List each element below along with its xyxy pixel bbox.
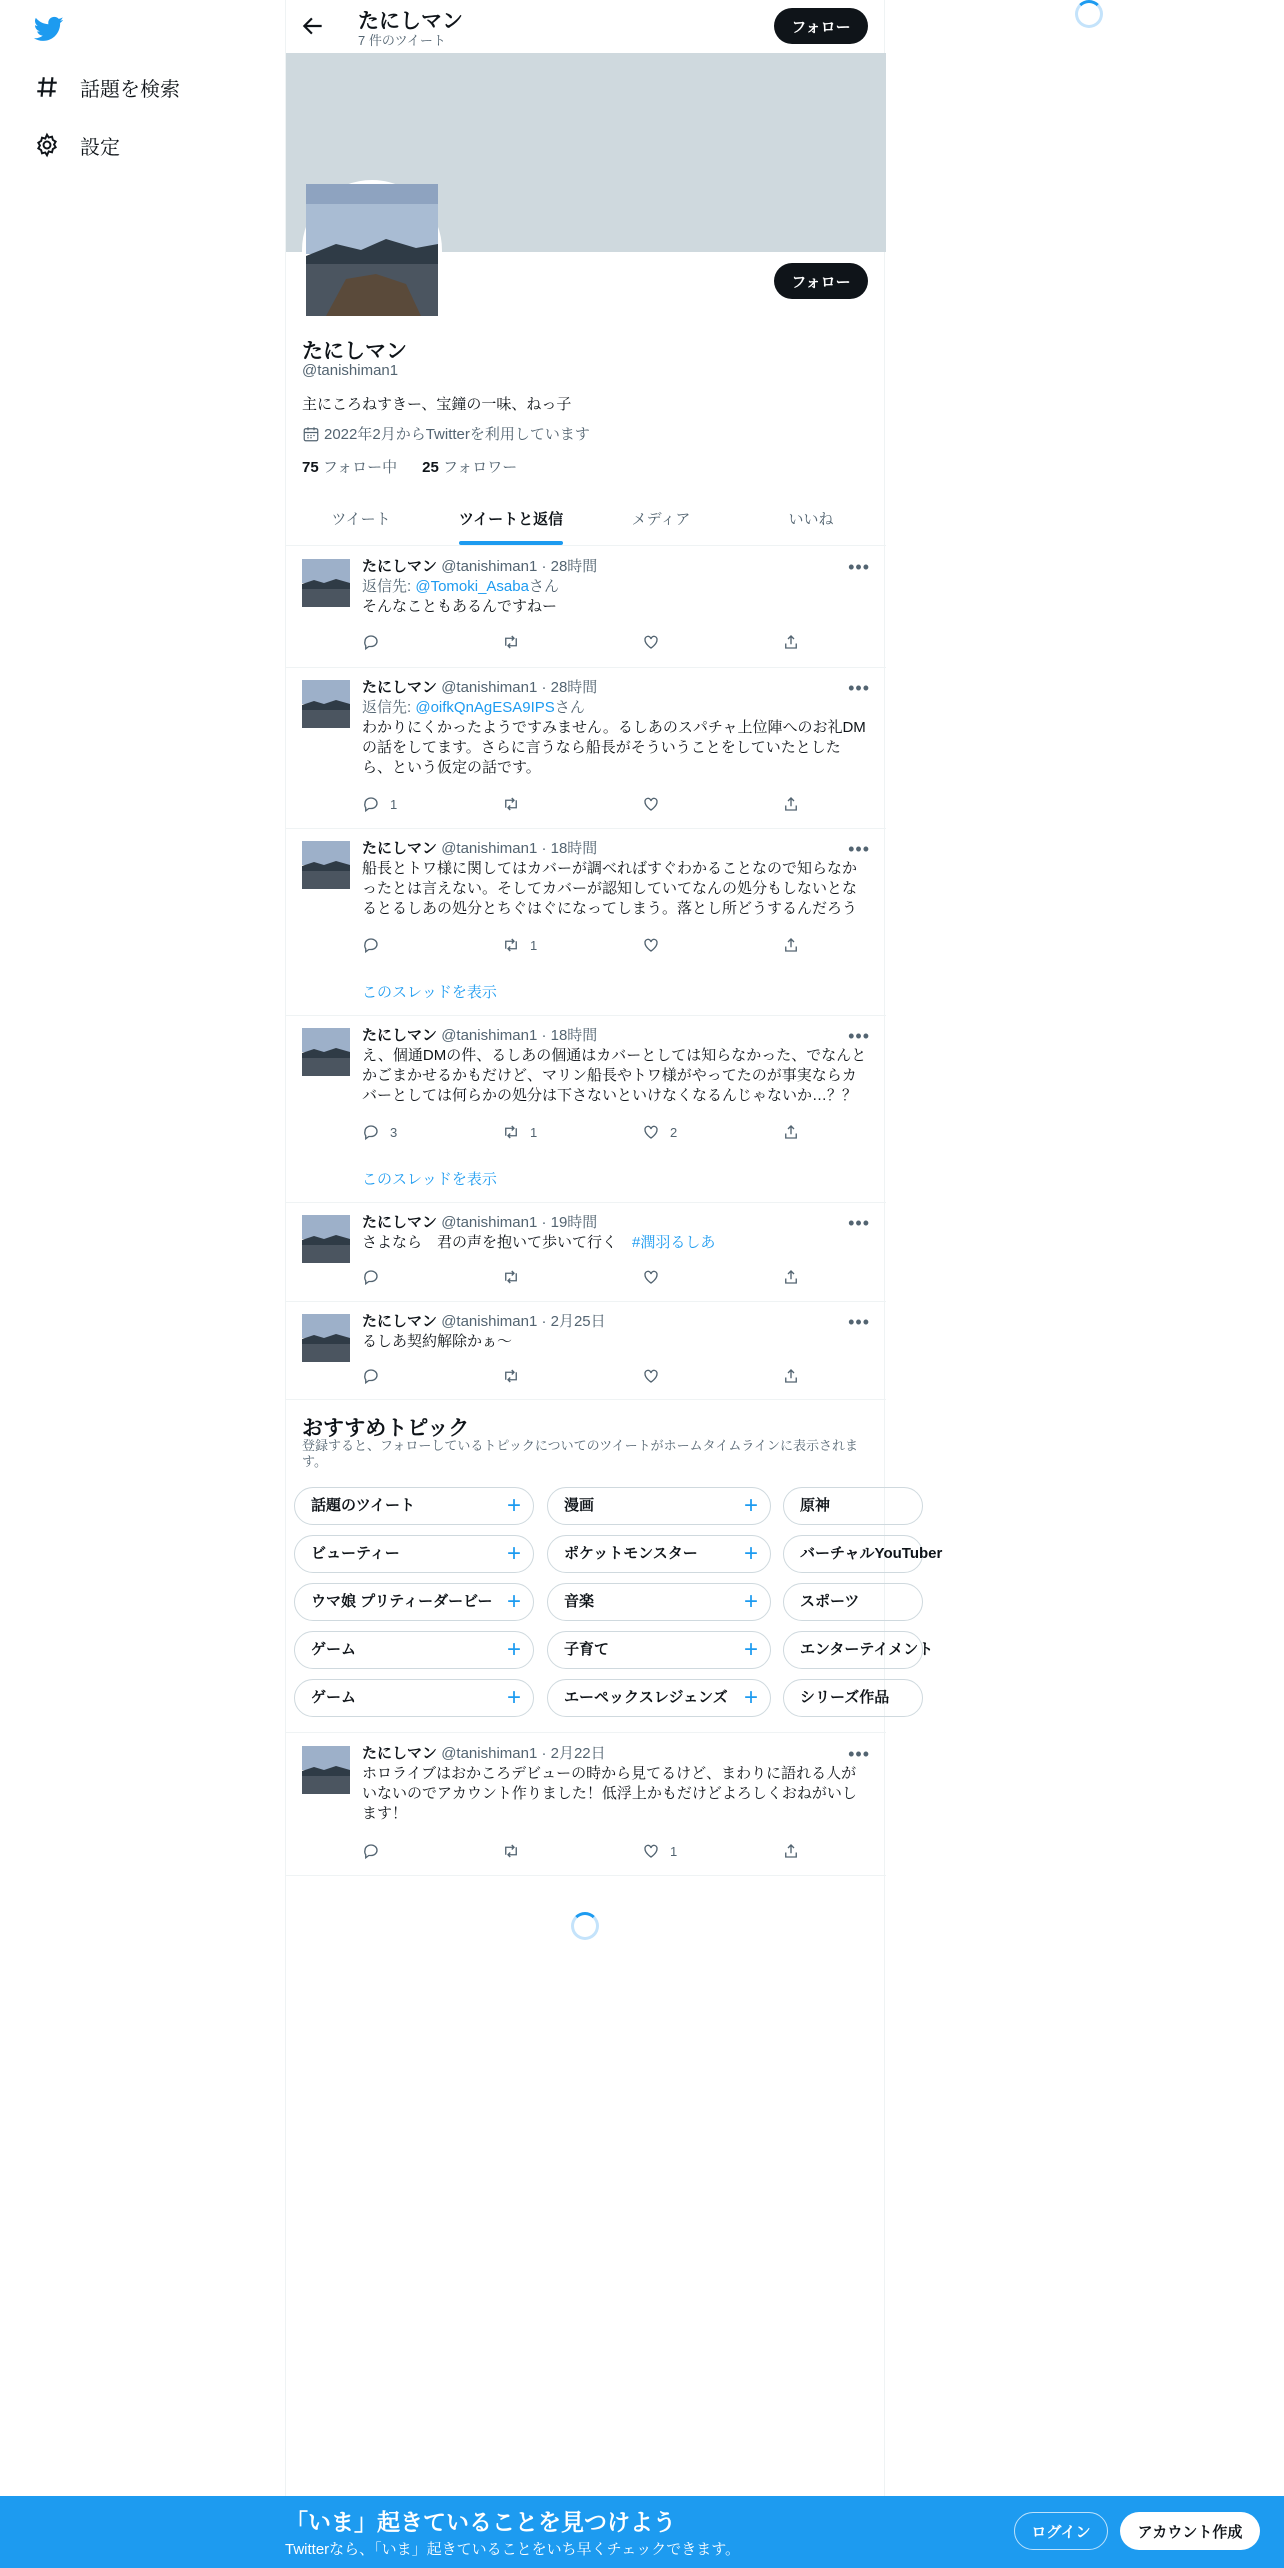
topic-pill[interactable] [547,1535,771,1573]
signup-button[interactable]: アカウント作成 [1120,2512,1260,2550]
share-icon [782,633,800,651]
topic-pill[interactable] [783,1583,923,1621]
topic-pill[interactable] [783,1631,934,1669]
header-title: たにしマン [358,10,463,33]
reply-button[interactable] [362,1367,472,1385]
reply-count: 1 [390,796,398,812]
share-button[interactable] [782,1367,802,1385]
topic-pill[interactable] [547,1487,771,1525]
tweet-text: 船長とトワ様に関してはカバーが調べればすぐわかることなので知らなかったとは言えない。そしてカバーが認知していてなんの処分もしないとなるとるしあの処分とちぐはぐになってしまう。落とし所どうするんだろう [362,860,858,917]
profile-handle: @tanishiman1 [302,362,399,379]
reply-icon [362,1367,380,1385]
topic-pill[interactable] [783,1487,923,1525]
reply-icon [362,795,380,813]
loading-spinner [1075,0,1103,28]
topic-pill[interactable] [547,1679,771,1717]
share-button[interactable] [782,1842,802,1860]
retweet-button[interactable] [502,1268,612,1286]
topic-pill[interactable] [294,1535,534,1573]
tweet-avatar[interactable] [302,1314,350,1362]
retweet-icon [502,795,520,813]
reply-prefix: 返信先: [362,578,416,595]
tweet-meta: @tanishiman1 · 28時間 [441,558,598,575]
topic-label: ゲーム [311,1641,357,1658]
hashtag-icon [34,74,60,100]
tweet-actions [362,936,802,954]
profile-column [285,0,943,2496]
like-button[interactable] [642,1842,752,1860]
like-button[interactable] [642,1268,752,1286]
topic-pill[interactable] [783,1679,923,1717]
reply-to-link[interactable]: @oifkQnAgESA9IPS [415,699,555,716]
profile-bio: 主にころねすきー、宝鐘の一味、ねっ子 [302,396,572,413]
retweet-button[interactable] [502,1367,612,1385]
show-thread-link[interactable]: このスレッドを表示 [362,1171,497,1188]
tab-media[interactable]: メディア [631,511,691,528]
plus-icon[interactable]: + [743,1684,758,1711]
reply-icon [362,1842,380,1860]
tweet-text: わかりにくかったようですみません。るしあのスパチャ上位陣へのお礼DMの話をしてます。さらに言うなら船長がそういうことをしていたとしたら、という仮定の話です。 [362,719,866,776]
tweet-text: さよなら 君の声を抱いて歩いて行く [362,1234,633,1251]
topic-pill[interactable] [294,1631,534,1669]
tweet-author[interactable]: たにしマン [362,1745,438,1762]
following-count: 75 [302,459,319,476]
topic-pill[interactable] [294,1679,534,1717]
reply-button[interactable] [362,1842,472,1860]
nav-explore-label: 話題を検索 [80,78,180,101]
tweet-text: るしあ契約解除かぁ〜 [362,1333,513,1350]
topic-pill[interactable] [294,1487,534,1525]
share-icon [782,1367,800,1385]
nav-settings-label: 設定 [80,136,120,159]
tweet[interactable] [286,1016,886,1203]
topic-label: ウマ娘 プリティーダービー [311,1593,493,1610]
retweet-icon [502,1842,520,1860]
topic-label: 話題のツイート [311,1497,415,1514]
plus-icon[interactable]: + [506,1492,521,1519]
tweet-avatar[interactable] [302,1215,350,1263]
more-icon[interactable]: ••• [848,1026,870,1046]
share-button[interactable] [782,1268,802,1286]
reply-button[interactable] [362,795,472,813]
plus-icon[interactable]: + [506,1588,521,1615]
retweet-icon [502,1268,520,1286]
topics-subtitle: 登録すると、フォローしているトピックについてのツイートがホームタイムラインに表示されます。 [302,1438,859,1469]
tweet-actions [362,795,802,813]
tab-likes[interactable]: いいね [788,511,834,528]
reply-to-link[interactable]: @Tomoki_Asaba [415,578,529,595]
retweet-button[interactable] [502,936,612,954]
share-icon [782,1842,800,1860]
tweet-meta: @tanishiman1 · 18時間 [441,840,598,857]
plus-icon[interactable]: + [743,1588,758,1615]
followers-link[interactable] [422,459,517,476]
retweet-count: 1 [530,1124,538,1140]
tweet[interactable] [286,547,886,668]
plus-icon[interactable]: + [506,1636,521,1663]
reply-button[interactable] [362,633,472,651]
plus-icon[interactable]: + [743,1540,758,1567]
retweet-icon [502,936,520,954]
more-icon[interactable]: ••• [848,1213,870,1233]
like-button[interactable] [642,1367,752,1385]
signup-banner [0,2496,1284,2568]
retweet-count: 1 [530,937,538,953]
topic-pill[interactable] [547,1583,771,1621]
like-button[interactable] [642,936,752,954]
more-icon[interactable]: ••• [848,1312,870,1332]
topic-pill[interactable] [547,1631,771,1669]
topics-title: おすすめトピック [302,1417,470,1440]
followers-label: フォロワー [443,459,518,476]
topic-label: スポーツ [800,1593,860,1610]
topic-pill[interactable] [294,1583,534,1621]
retweet-button[interactable] [502,1842,612,1860]
like-button[interactable] [642,1123,752,1141]
show-thread-link[interactable]: このスレッドを表示 [362,984,497,1001]
loading-spinner [571,1912,599,1940]
like-icon [642,1123,660,1141]
plus-icon[interactable]: + [506,1540,521,1567]
twitter-logo-icon[interactable] [32,14,66,44]
follow-stats [302,456,517,477]
topic-label: シリーズ作品 [800,1689,890,1706]
tweet-meta: @tanishiman1 · 19時間 [441,1214,598,1231]
tweet-avatar[interactable] [302,559,350,607]
tweet-author[interactable]: たにしマン [362,679,438,696]
followers-count: 25 [422,459,439,476]
topic-label: ビューティー [311,1545,400,1562]
tweet[interactable] [286,829,886,1016]
more-icon[interactable]: ••• [848,1744,870,1764]
profile-tabs [286,493,886,546]
tweet-avatar[interactable] [302,1028,350,1076]
share-button[interactable] [782,795,802,813]
topic-label: 漫画 [564,1497,595,1514]
share-button[interactable] [782,1123,802,1141]
more-icon[interactable]: ••• [848,557,870,577]
tweet-author[interactable]: たにしマン [362,1313,438,1330]
retweet-button[interactable] [502,633,612,651]
retweet-icon [502,633,520,651]
tweet-text: ホロライブはおかころデビューの時から見てるけど、まわりに語れる人がいないのでアカウント作りました！低浮上かもだけどよろしくおねがいします！ [362,1765,857,1822]
tab-tweets-and-replies[interactable]: ツイートと返信 [436,493,586,545]
plus-icon[interactable]: + [743,1636,758,1663]
tweet[interactable] [286,668,886,829]
tweet-actions [362,1123,802,1141]
reply-button[interactable] [362,1268,472,1286]
tab-tweets[interactable]: ツイート [331,511,391,528]
tweet-count: 7 件のツイート [358,33,446,48]
gear-icon [34,132,60,158]
retweet-icon [502,1123,520,1141]
following-label: フォロー中 [322,459,398,476]
tweet-avatar[interactable] [302,841,350,889]
like-icon [642,633,660,651]
tweet-avatar[interactable] [302,1746,350,1794]
reply-prefix: 返信先: [362,699,416,716]
profile-header [286,0,886,53]
topic-label: ポケットモンスター [564,1545,698,1562]
share-icon [782,1268,800,1286]
nav-explore[interactable] [34,67,180,107]
topic-pill[interactable] [783,1535,943,1573]
recommended-topics [286,1400,943,1733]
tweet-meta: @tanishiman1 · 28時間 [441,679,598,696]
reply-icon [362,633,380,651]
header-follow-button[interactable]: フォロー [774,8,868,44]
tweet-author[interactable]: たにしマン [362,1027,438,1044]
joined-text: 2022年2月からTwitterを利用しています [324,426,590,443]
reply-button[interactable] [362,936,472,954]
tweet[interactable] [286,1203,886,1302]
share-icon [782,1123,800,1141]
reply-icon [362,1268,380,1286]
topic-label: 原神 [800,1497,831,1514]
tweet-meta: @tanishiman1 · 18時間 [441,1027,598,1044]
like-icon [642,1268,660,1286]
tweet[interactable] [286,1302,886,1400]
like-icon [642,1842,660,1860]
profile-avatar[interactable] [302,180,442,320]
like-count: 2 [670,1124,678,1140]
share-icon [782,936,800,954]
like-button[interactable] [642,795,752,813]
more-icon[interactable]: ••• [848,678,870,698]
reply-suffix: さん [528,578,559,595]
tweet-actions [362,1268,802,1286]
banner-title: 「いま」起きていることを見つけよう [285,2509,676,2535]
tweet-actions [362,633,802,651]
topic-label: 音楽 [564,1593,595,1610]
tweet-meta: @tanishiman1 · 2月25日 [441,1313,606,1330]
more-icon[interactable]: ••• [848,839,870,859]
reply-icon [362,1123,380,1141]
retweet-button[interactable] [502,1123,612,1141]
tweet-actions [362,1842,802,1860]
hashtag-link[interactable]: #潤羽るしあ [632,1234,716,1251]
tweet-text: そんなこともあるんですねー [362,598,558,615]
reply-icon [362,936,380,954]
like-button[interactable] [642,633,752,651]
tweet[interactable] [286,1734,886,1876]
like-count: 1 [670,1843,678,1859]
reply-suffix: さん [554,699,585,716]
reply-count: 3 [390,1124,398,1140]
like-icon [642,936,660,954]
tweet-author[interactable]: たにしマン [362,840,438,857]
like-icon [642,795,660,813]
plus-icon[interactable]: + [743,1492,758,1519]
tweet-avatar[interactable] [302,680,350,728]
topic-label: エーペックスレジェンズ [564,1689,728,1706]
retweet-button[interactable] [502,795,612,813]
banner-subtitle: Twitterなら、「いま」起きていることをいち早くチェックできます。 [285,2541,741,2558]
plus-icon[interactable]: + [506,1684,521,1711]
share-button[interactable] [782,936,802,954]
topic-label: ゲーム [311,1689,357,1706]
tweet-author[interactable]: たにしマン [362,558,438,575]
topic-label: 子育て [564,1641,610,1658]
reply-button[interactable] [362,1123,472,1141]
share-icon [782,795,800,813]
joined-date [302,423,590,444]
calendar-icon [302,425,320,443]
tweet-actions [362,1367,802,1385]
tweet-text: え、個通DMの件、るしあの個通はカバーとしては知らなかった、でなんとかごまかせるかもだけど、マリン船長やトワ様がやってたのが事実ならカバーとしては何らかの処分は下さないといけなくなるんじゃないか…？？ [362,1047,867,1104]
retweet-icon [502,1367,520,1385]
login-button[interactable]: ログイン [1014,2512,1108,2550]
profile-follow-button[interactable]: フォロー [774,263,868,299]
back-arrow-icon[interactable] [300,13,326,39]
profile-name: たにしマン [302,340,407,363]
tweet-meta: @tanishiman1 · 2月22日 [441,1745,606,1762]
nav-settings[interactable] [34,125,120,165]
share-button[interactable] [782,633,802,651]
topic-label: バーチャルYouTuber [800,1545,943,1562]
following-link[interactable] [302,459,397,476]
tweet-author[interactable]: たにしマン [362,1214,438,1231]
like-icon [642,1367,660,1385]
topic-label: エンターテイメント [800,1641,934,1658]
